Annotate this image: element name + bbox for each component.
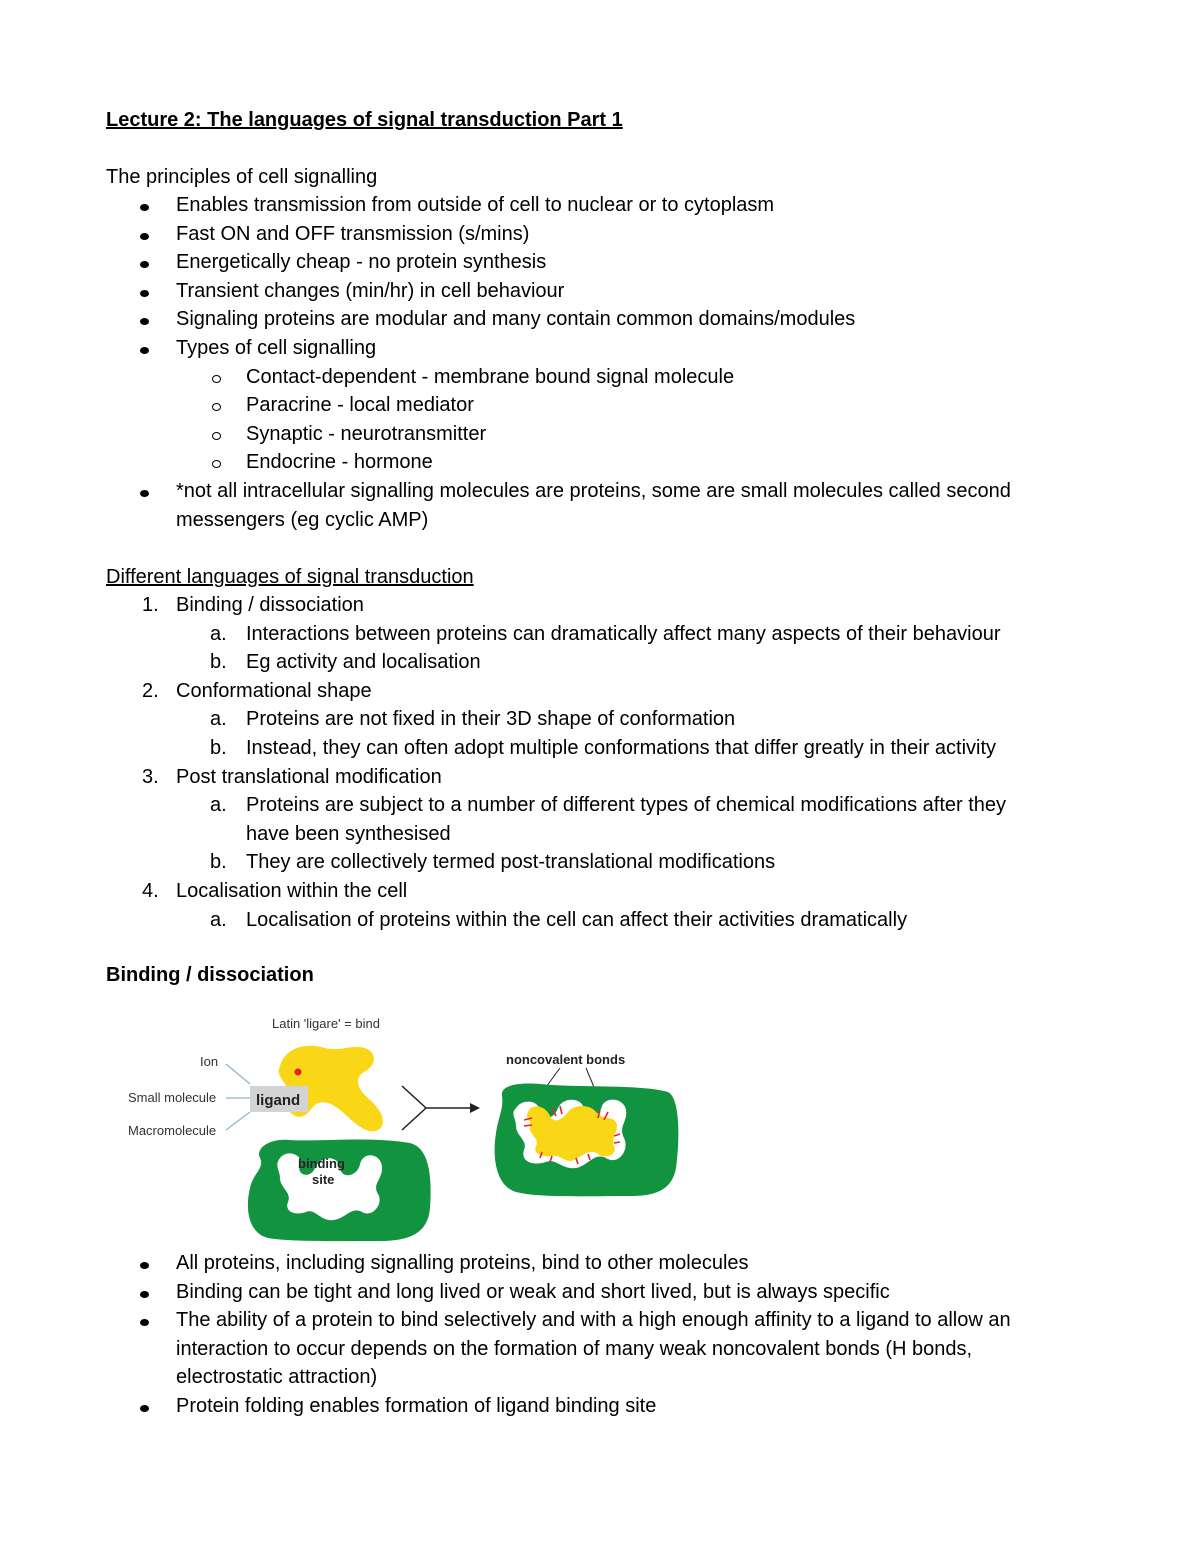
- list-item: Types of cell signalling: [106, 334, 1106, 363]
- bullet-icon: [140, 248, 168, 277]
- ligand-binding-diagram: [120, 1008, 690, 1243]
- list-item: *not all intracellular signalling molecules are proteins, some are small molecules called second messengers (eg cyclic AMP): [106, 477, 1106, 534]
- numbered-item: 4. Localisation within the cell: [142, 879, 408, 902]
- bullet-icon: [140, 477, 168, 506]
- reaction-arrow-icon: [402, 1086, 426, 1130]
- lettered-item: b. They are collectively termed post-translational modifications: [210, 851, 776, 874]
- list-item: All proteins, including signalling proteins, bind to other molecules: [106, 1249, 1106, 1278]
- hollow-bullet-icon: [212, 448, 240, 477]
- lettered-item: a. Localisation of proteins within the cell can affect their activities dramatically: [210, 908, 908, 931]
- binding-label: binding: [298, 1156, 345, 1171]
- noncovalent-bonds-label: noncovalent bonds: [506, 1052, 626, 1067]
- languages-heading: Different languages of signal transduction: [106, 566, 474, 588]
- principles-list: [106, 191, 1106, 534]
- ion-label: Ion: [200, 1054, 219, 1069]
- lettered-item: b. Instead, they can often adopt multiple conformations that differ greatly in their activity: [210, 736, 997, 759]
- binding-list: [106, 1249, 1106, 1421]
- numbered-item: 1. Binding / dissociation: [142, 594, 364, 616]
- principles-heading: The principles of cell signalling: [106, 166, 378, 188]
- bullet-icon: [140, 220, 168, 249]
- sub-list-item: Synaptic - neurotransmitter: [106, 420, 1106, 449]
- bullet-icon: [140, 334, 168, 363]
- hollow-bullet-icon: [212, 420, 240, 449]
- numbered-item: 3. Post translational modification: [142, 765, 442, 788]
- list-item: Energetically cheap - no protein synthesis: [106, 248, 1106, 277]
- bullet-icon: [140, 1278, 168, 1307]
- languages-list: [106, 591, 1106, 934]
- sub-list-item: Contact-dependent - membrane bound signal molecule: [106, 363, 1106, 392]
- list-item: Protein folding enables formation of ligand binding site: [106, 1392, 1106, 1421]
- site-label: site: [312, 1172, 335, 1187]
- list-item: The ability of a protein to bind selectively and with a high enough affinity to a ligand to allow an interaction to occur depends on the formation of many weak noncovalent bonds (H bonds, electrostatic attraction): [106, 1306, 1106, 1392]
- hollow-bullet-icon: [212, 363, 240, 392]
- latin-label: Latin 'ligare' = bind: [272, 1016, 380, 1031]
- lettered-item: a. Proteins are subject to a number of different types of chemical modifications after they have been synthesised: [210, 794, 1007, 845]
- lettered-item: a. Proteins are not fixed in their 3D shape of conformation: [210, 708, 736, 731]
- small-molecule-label: Small molecule: [128, 1090, 217, 1105]
- bullet-icon: [140, 1249, 168, 1278]
- page-title: Lecture 2: The languages of signal transduction Part 1: [106, 109, 623, 131]
- bullet-icon: [140, 305, 168, 334]
- numbered-item: 2. Conformational shape: [142, 679, 372, 702]
- binding-heading: Binding / dissociation: [106, 964, 314, 986]
- sub-list-item: Endocrine - hormone: [106, 448, 1106, 477]
- lettered-item: a. Interactions between proteins can dramatically affect many aspects of their behaviour: [210, 622, 1001, 645]
- lettered-item: b. Eg activity and localisation: [210, 651, 481, 674]
- ligand-binding-figure: [120, 1008, 690, 1243]
- bullet-icon: [140, 1392, 168, 1421]
- list-item: Signaling proteins are modular and many contain common domains/modules: [106, 305, 1106, 334]
- list-item: Binding can be tight and long lived or weak and short lived, but is always specific: [106, 1278, 1106, 1307]
- list-item: Fast ON and OFF transmission (s/mins): [106, 220, 1106, 249]
- macromolecule-label: Macromolecule: [128, 1123, 217, 1138]
- bullet-icon: [140, 277, 168, 306]
- bullet-icon: [140, 191, 168, 220]
- ligand-label: ligand: [256, 1092, 301, 1109]
- hollow-bullet-icon: [212, 391, 240, 420]
- sub-list-item: Paracrine - local mediator: [106, 391, 1106, 420]
- list-item: Enables transmission from outside of cell to nuclear or to cytoplasm: [106, 191, 1106, 220]
- ion-dot: [295, 1069, 302, 1076]
- list-item: Transient changes (min/hr) in cell behaviour: [106, 277, 1106, 306]
- protein-binding-site-shape: [248, 1139, 431, 1241]
- bullet-icon: [140, 1306, 168, 1335]
